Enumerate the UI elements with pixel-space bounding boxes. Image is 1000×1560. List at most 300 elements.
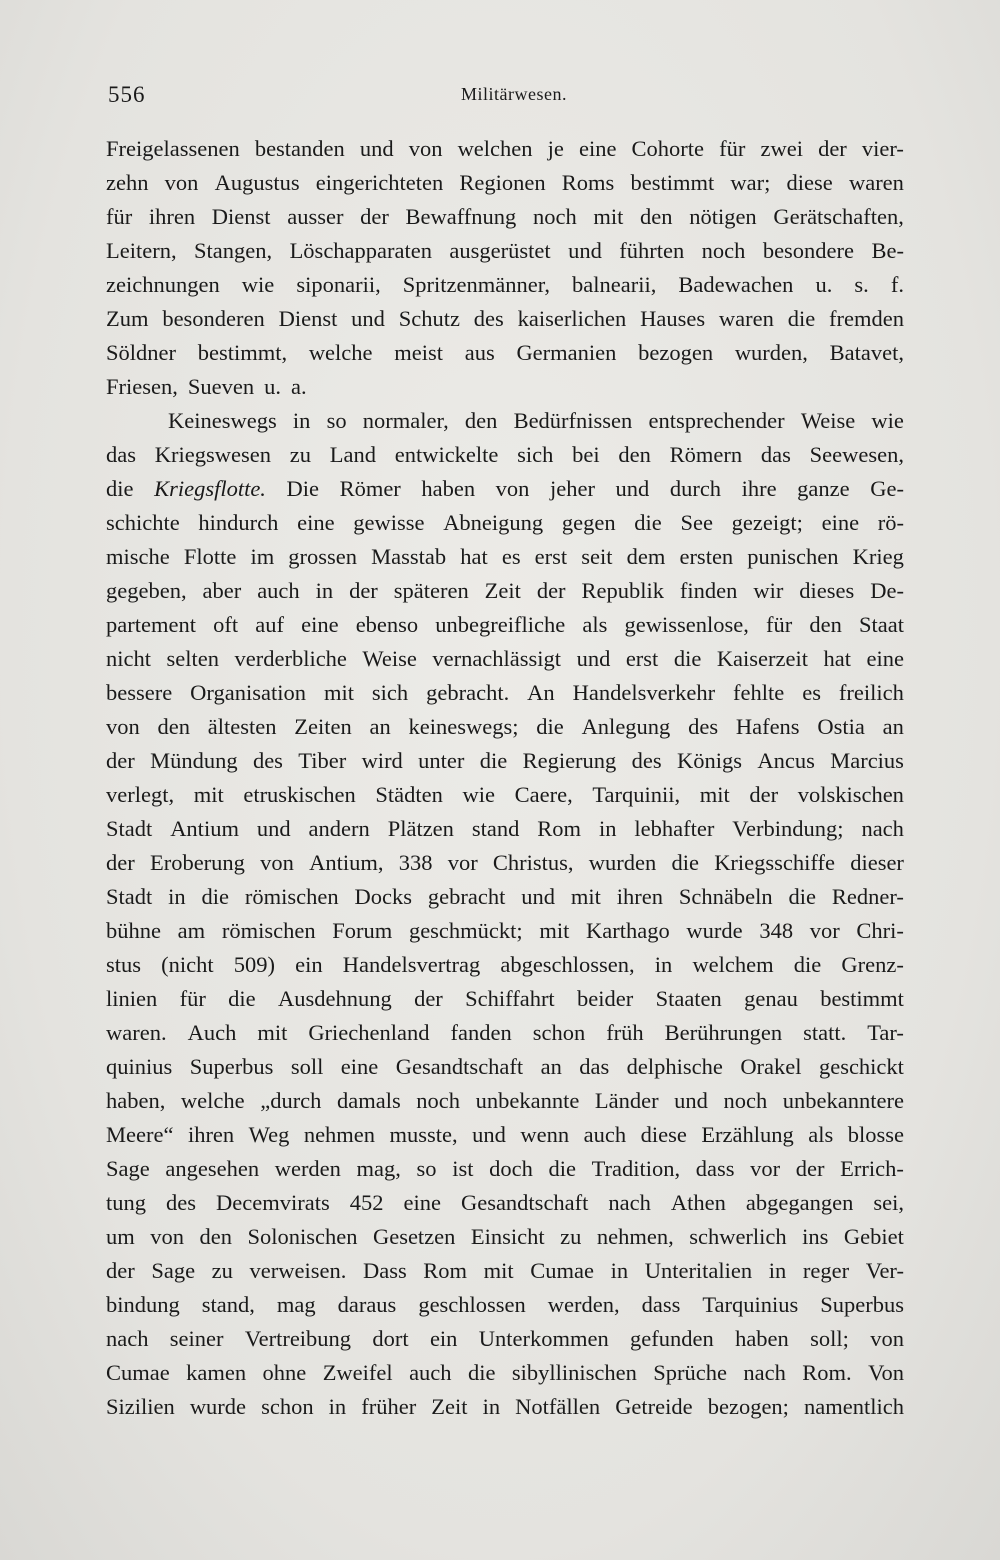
word: entsprechender	[648, 408, 785, 433]
word: mit	[323, 680, 354, 705]
running-head	[108, 82, 904, 112]
word: für	[765, 612, 793, 637]
word: Ancus	[757, 748, 815, 773]
word: dieses	[799, 578, 855, 603]
text-line	[106, 846, 904, 880]
word: geschmückt;	[408, 918, 523, 943]
word: Tarquinii,	[592, 782, 681, 807]
word: „durch	[260, 1088, 322, 1113]
word: Unterkommen	[478, 1326, 609, 1351]
word: Christus,	[492, 850, 574, 875]
word: des	[688, 714, 719, 739]
word: meist	[394, 340, 443, 365]
word: abgeschlossen,	[500, 952, 635, 977]
word: je	[547, 136, 564, 161]
word: s.	[854, 272, 869, 297]
word: das	[579, 1054, 610, 1079]
word: etruskischen	[243, 782, 356, 807]
word: von	[106, 714, 140, 739]
word: nach	[861, 816, 904, 841]
word: grossen	[288, 544, 358, 569]
word: ältesten	[207, 714, 277, 739]
word: Gerätschaften,	[773, 204, 904, 229]
word: auch	[583, 1122, 627, 1147]
word: ihren	[148, 204, 196, 229]
word: balnearii,	[572, 272, 657, 297]
word: Sage	[151, 1258, 196, 1283]
word: für	[106, 204, 133, 229]
word: schwerlich	[689, 1224, 787, 1249]
page-number: 556	[108, 82, 146, 107]
word: von	[164, 170, 199, 195]
word: am	[177, 918, 206, 943]
word: und	[568, 238, 602, 263]
word: Berührungen	[664, 1020, 783, 1045]
word: Gesandtschaft	[460, 1190, 589, 1215]
word: ohne	[262, 1360, 307, 1385]
word: keineswegs;	[408, 714, 519, 739]
word: nötigen	[689, 204, 757, 229]
word: kaiserlichen	[517, 306, 627, 331]
word: und	[576, 646, 611, 671]
text-line	[106, 1254, 904, 1288]
word: Römern	[669, 442, 743, 467]
text-line	[106, 778, 904, 812]
word: und	[359, 136, 394, 161]
word: verweisen.	[249, 1258, 347, 1283]
word: Spritzenmänner,	[402, 272, 550, 297]
text-line	[106, 676, 904, 710]
word: ganze	[797, 476, 850, 501]
word: Schutz	[398, 306, 460, 331]
word: Marcius	[830, 748, 904, 773]
word: Redner-	[831, 884, 904, 909]
word: linien	[106, 986, 158, 1011]
word: fanden	[450, 1020, 512, 1045]
word: das	[106, 442, 136, 467]
word: führten	[619, 238, 685, 263]
word: zeichnungen	[106, 272, 220, 297]
word: 509)	[233, 952, 275, 977]
word: auch	[257, 578, 300, 603]
word: bestimmt	[820, 986, 904, 1011]
word: Städten	[375, 782, 443, 807]
word: volskischen	[797, 782, 904, 807]
word: Organisation	[190, 680, 306, 705]
text-line	[106, 472, 904, 506]
word: wie	[241, 272, 275, 297]
word: Verbindung;	[732, 816, 844, 841]
word: wenn	[520, 1122, 570, 1147]
word: wie	[871, 408, 904, 433]
word: in	[654, 952, 673, 977]
word: Friesen,	[106, 374, 178, 399]
word: gebracht.	[426, 680, 510, 705]
word: war;	[730, 170, 771, 195]
word: soll;	[810, 1326, 849, 1351]
word: rö-	[877, 510, 904, 535]
word: Errich-	[840, 1156, 904, 1181]
word: eine	[403, 1190, 441, 1215]
word: Roms	[561, 170, 615, 195]
word: ihren	[616, 884, 663, 909]
body-text	[106, 132, 904, 1424]
word: die	[787, 306, 816, 331]
word: den	[199, 1224, 232, 1249]
word: andern	[308, 816, 370, 841]
word: Weise	[362, 646, 417, 671]
word: lebhafter	[634, 816, 715, 841]
word: Rom	[423, 1258, 468, 1283]
word: die	[479, 748, 508, 773]
word: römischen	[244, 884, 339, 909]
word: De-	[870, 578, 904, 603]
word: freilich	[838, 680, 904, 705]
word: Kaiserzeit	[716, 646, 809, 671]
word: mit	[483, 1258, 514, 1283]
word: noch	[416, 1088, 461, 1113]
word: unbekannte	[475, 1088, 580, 1113]
word: quinius	[106, 1054, 173, 1079]
word: Tar-	[867, 1020, 904, 1045]
word: Zweifel	[322, 1360, 393, 1385]
word: die	[201, 884, 230, 909]
word: mit	[257, 1020, 288, 1045]
word: der	[360, 204, 389, 229]
word: mit	[699, 782, 730, 807]
word: mag	[276, 1292, 316, 1317]
word: Sueven	[187, 374, 255, 399]
word: delphische	[626, 1054, 723, 1079]
word: Docks	[354, 884, 413, 909]
word: mit	[570, 884, 601, 909]
word: und	[351, 306, 385, 331]
text-line	[106, 1118, 904, 1152]
word: eine	[866, 646, 904, 671]
text-line	[106, 880, 904, 914]
word: Stadt	[106, 816, 153, 841]
word: musste,	[389, 1122, 458, 1147]
word: der	[106, 748, 135, 773]
word: stus	[106, 952, 142, 977]
word: Antium	[170, 816, 239, 841]
word: in	[610, 1258, 629, 1283]
text-line	[106, 608, 904, 642]
word: den	[157, 714, 191, 739]
word: Sage	[106, 1156, 150, 1181]
word: so	[416, 1156, 437, 1181]
word: die	[793, 952, 822, 977]
word: verlegt,	[106, 782, 175, 807]
word: Regionen	[459, 170, 546, 195]
word: Kriegsschiffe	[714, 850, 835, 875]
word: den	[618, 442, 651, 467]
word: besonderen	[162, 306, 265, 331]
word: zu	[211, 1258, 233, 1283]
word: jeher	[549, 476, 595, 501]
word: Kriegswesen	[154, 442, 271, 467]
word: so	[326, 408, 347, 433]
word: vor	[447, 850, 478, 875]
word: ihre	[741, 476, 777, 501]
word: in	[768, 1258, 787, 1283]
word: Land	[329, 442, 376, 467]
word: schon	[532, 1020, 586, 1045]
word: ihren	[187, 1122, 235, 1147]
text-line	[106, 506, 904, 540]
word: Masstab	[371, 544, 447, 569]
word: Hafens	[735, 714, 800, 739]
word: eingerichteten	[315, 170, 444, 195]
word: Weise	[800, 408, 856, 433]
word: u.	[264, 374, 281, 399]
word: auch	[409, 1360, 452, 1385]
word: der	[795, 1156, 825, 1181]
word: im	[250, 544, 275, 569]
word: tung	[106, 1190, 147, 1215]
word: Von	[868, 1360, 904, 1385]
word: Ostia	[817, 714, 865, 739]
text-line	[106, 438, 904, 472]
word: Freigelassenen	[106, 136, 240, 161]
word: den	[640, 204, 673, 229]
word: dieser	[850, 850, 904, 875]
word: haben,	[106, 1088, 166, 1113]
word: sibyllinischen	[511, 1360, 637, 1385]
word: Anlegung	[581, 714, 671, 739]
word: Auch	[187, 1020, 237, 1045]
text-line	[106, 336, 904, 370]
word: die	[788, 884, 816, 909]
text-line	[106, 1220, 904, 1254]
word: besondere	[762, 238, 855, 263]
text-line	[106, 1356, 904, 1390]
word: der	[349, 578, 378, 603]
word: werden,	[547, 1292, 620, 1317]
word: bei	[572, 442, 600, 467]
word: Löschapparaten	[289, 238, 432, 263]
word: Staat	[858, 612, 904, 637]
word: punischen	[747, 544, 839, 569]
word: die	[106, 476, 134, 501]
word: gefunden	[630, 1326, 714, 1351]
word: Die	[286, 476, 319, 501]
word: unter	[418, 748, 465, 773]
word: Be-	[871, 238, 904, 263]
word: noch	[723, 1088, 768, 1113]
word: verderbliche	[234, 646, 347, 671]
text-line	[106, 234, 904, 268]
word: noch	[532, 204, 577, 229]
word: die	[467, 1360, 496, 1385]
word: doch	[489, 1156, 533, 1181]
word: von	[495, 476, 530, 501]
word: die	[671, 850, 699, 875]
word: Batavet,	[829, 340, 904, 365]
word: eine	[821, 510, 860, 535]
word: an	[882, 714, 904, 739]
word: ausgerüstet	[449, 238, 551, 263]
word: Zeiten	[294, 714, 352, 739]
word: nehmen,	[596, 1224, 674, 1249]
word: mit	[539, 918, 570, 943]
word: früher	[361, 1394, 417, 1419]
text-line	[106, 302, 904, 336]
word: es	[802, 680, 821, 705]
word: um	[106, 1224, 135, 1249]
word: Mündung	[150, 748, 238, 773]
word: aus	[464, 340, 495, 365]
word: Keineswegs	[168, 408, 277, 433]
word: Sprüche	[653, 1360, 727, 1385]
word: bezogen;	[707, 1394, 789, 1419]
word: Kriegsflotte.	[154, 476, 266, 501]
word: Dass	[362, 1258, 407, 1283]
word: diese	[640, 1122, 687, 1147]
word: eine	[340, 1054, 379, 1079]
word: Notfällen	[515, 1394, 601, 1419]
text-line	[106, 914, 904, 948]
word: Unteritalien	[644, 1258, 753, 1283]
word: des	[166, 1190, 197, 1215]
text-line	[106, 710, 904, 744]
word: der	[414, 986, 443, 1011]
word: finden	[679, 578, 738, 603]
word: und	[521, 884, 555, 909]
word: hat	[460, 544, 488, 569]
word: welchen	[457, 136, 533, 161]
text-line	[106, 268, 904, 302]
word: und	[256, 816, 291, 841]
word: des	[473, 306, 504, 331]
word: wurden	[588, 850, 657, 875]
word: stand	[471, 816, 520, 841]
word: Königs	[677, 748, 743, 773]
word: der	[818, 136, 847, 161]
word: Rom.	[802, 1360, 852, 1385]
word: Zum	[106, 306, 149, 331]
word: ersten	[679, 544, 734, 569]
word: zehn	[106, 170, 149, 195]
word: durch	[669, 476, 722, 501]
word: Leitern,	[106, 238, 177, 263]
word: wie	[462, 782, 496, 807]
word: Erzählung	[701, 1122, 794, 1147]
word: An	[527, 680, 555, 705]
word: in	[482, 1394, 501, 1419]
word: als	[808, 1122, 834, 1147]
text-line	[106, 744, 904, 778]
word: Vertreibung	[244, 1326, 352, 1351]
word: Getreide	[615, 1394, 693, 1419]
word: römischen	[221, 918, 316, 943]
word: Grenz-	[841, 952, 904, 977]
word: Regierung	[522, 748, 617, 773]
word: dort	[372, 1326, 409, 1351]
word: die	[634, 510, 662, 535]
word: Handelsvertrag	[342, 952, 481, 977]
word: ebenso	[355, 612, 419, 637]
text-line	[106, 1050, 904, 1084]
word: waren.	[106, 1020, 167, 1045]
word: der	[749, 782, 779, 807]
word: gegen	[561, 510, 616, 535]
word: bestimmt,	[197, 340, 288, 365]
word: Schnäbeln	[678, 884, 773, 909]
word: den	[809, 612, 842, 637]
text-line	[106, 812, 904, 846]
word: sich	[517, 442, 554, 467]
word: geschickt	[818, 1054, 904, 1079]
word: Plätzen	[387, 816, 454, 841]
word: soll	[290, 1054, 324, 1079]
word: hindurch	[198, 510, 279, 535]
word: wurde	[686, 918, 743, 943]
word: das	[760, 442, 791, 467]
word: Abneigung	[443, 510, 544, 535]
word: u.	[815, 272, 833, 297]
word: und	[472, 1122, 506, 1147]
word: von	[870, 1326, 904, 1351]
word: vernachlässigt	[432, 646, 562, 671]
word: Meere“	[106, 1122, 174, 1147]
word: von	[150, 1224, 184, 1249]
word: daraus	[337, 1292, 397, 1317]
word: haben	[735, 1326, 789, 1351]
word: Karthago	[586, 918, 670, 943]
text-line	[106, 1084, 904, 1118]
word: Germanien	[516, 340, 617, 365]
word: Hauses	[640, 306, 706, 331]
word: nach	[106, 1326, 149, 1351]
word: bestimmt	[630, 170, 715, 195]
word: Stadt	[106, 884, 153, 909]
word: gebracht	[427, 884, 506, 909]
word: Tiber	[298, 748, 347, 773]
word: fehlte	[733, 680, 785, 705]
word: ein	[295, 952, 323, 977]
word: mag,	[356, 1156, 401, 1181]
word: erst	[534, 544, 568, 569]
word: siponarii,	[296, 272, 381, 297]
word: Zeit	[431, 1394, 468, 1419]
word: Antium,	[309, 850, 384, 875]
text-line	[106, 1186, 904, 1220]
text-line	[106, 540, 904, 574]
word: und	[615, 476, 650, 501]
word: nach	[743, 1360, 786, 1385]
word: in	[168, 884, 186, 909]
word: waren	[718, 306, 774, 331]
word: ins	[802, 1224, 829, 1249]
word: die	[536, 714, 564, 739]
word: Staaten	[655, 986, 722, 1011]
word: sich	[371, 680, 409, 705]
word: mit	[193, 782, 224, 807]
word: nach	[608, 1190, 651, 1215]
word: bestanden	[254, 136, 345, 161]
word: Gesandtschaft	[395, 1054, 524, 1079]
word: Römer	[339, 476, 401, 501]
word: Länder	[594, 1088, 659, 1113]
word: kamen	[186, 1360, 247, 1385]
word: Gebiet	[843, 1224, 904, 1249]
word: Schiffahrt	[465, 986, 555, 1011]
word: Cohorte	[631, 136, 705, 161]
word: f.	[890, 272, 904, 297]
text-line	[106, 574, 904, 608]
word: Ge-	[870, 476, 904, 501]
